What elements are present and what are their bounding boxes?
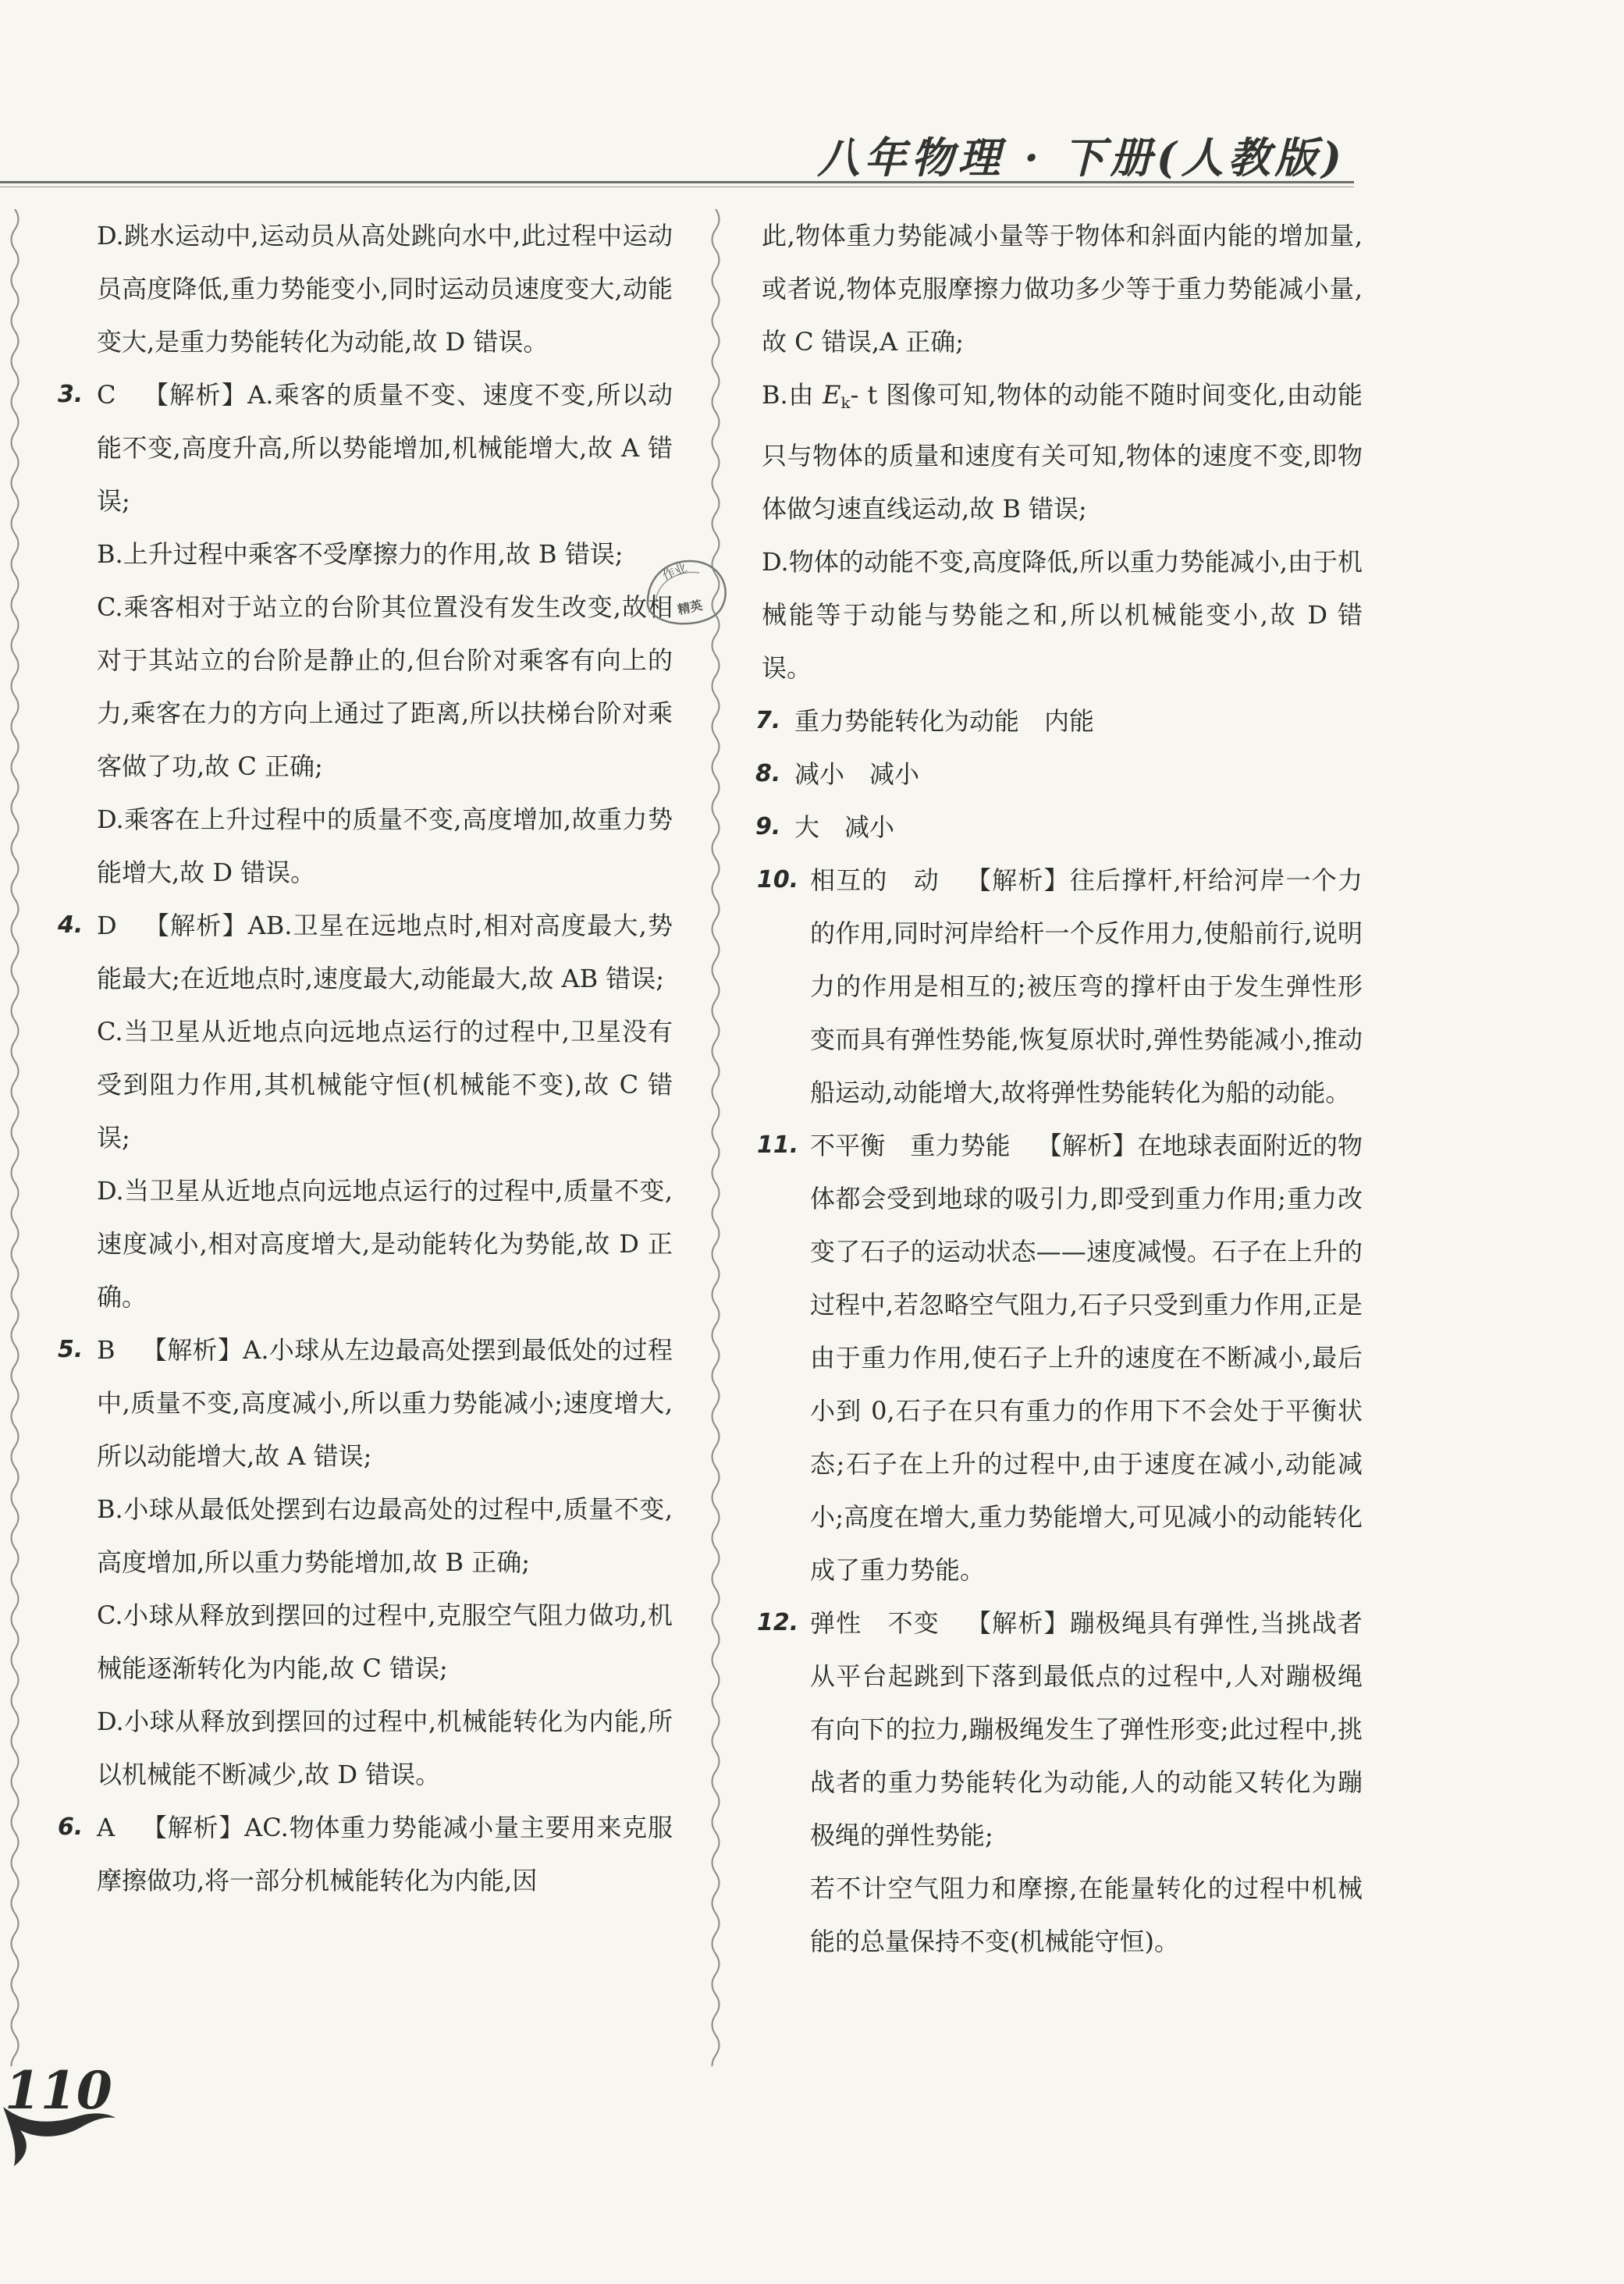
center-wavy-divider <box>704 209 727 2066</box>
item-number: 11. <box>757 1131 799 1159</box>
item-number: 9. <box>755 813 781 840</box>
analysis-tag: 【解析】 <box>142 380 248 410</box>
stamp-graphic <box>640 551 735 629</box>
energy-symbol: E <box>823 380 841 410</box>
item-answer: 减小 减小 <box>794 759 920 789</box>
item-6-continuation: 此,物体重力势能减小量等于物体和斜面内能的增加量,或者说,物体克服摩擦力做功多少等于重力势能减小量,故 C 错误,A 正确; <box>762 221 1363 357</box>
answer-item-6 <box>58 1801 673 1907</box>
item-answer: 弹性 不变 <box>810 1608 940 1638</box>
item-answer: 不平衡 重力势能 <box>810 1131 1011 1160</box>
analysis-tag: 【解析】 <box>965 1608 1070 1638</box>
analysis-lead: AC.物体重力势能减小量主要用来克服摩擦做功,将一部分机械能转化为内能,因 <box>97 1813 673 1895</box>
answer-item-10 <box>757 854 1363 1119</box>
item-answer: 相互的 动 <box>810 865 940 895</box>
analysis-tag: 【解析】 <box>141 1335 243 1365</box>
item-6-option-d: D.物体的动能不变,高度降低,所以重力势能减小,由于机械能等于动能与势能之和,所以机械能变小,故 D 错误。 <box>762 547 1363 683</box>
item-number: 10. <box>757 866 799 893</box>
answer-item-4 <box>58 899 673 1323</box>
page-header-title: 八年物理 · 下册(人教版) <box>817 133 1346 183</box>
item-2-option-d: D.跳水运动中,运动员从高处跳向水中,此过程中运动员高度降低,重力势能变小,同时运动员速度变大,动能变大,是重力势能转化为动能,故 D 错误。 <box>97 221 673 357</box>
left-wavy-border <box>3 209 27 2066</box>
left-column <box>58 209 673 1907</box>
item-number: 4. <box>58 911 84 939</box>
analysis-text: 往后撑杆,杆给河岸一个力的作用,同时河岸给杆一个反作用力,使船前行,说明力的作用是相互的;被压弯的撑杆由于发生弹性形变而具有弹性势能,恢复原状时,弹性势能减小,推动船运动,动能增大,故将弹性势能转化为船的动能。 <box>810 865 1363 1107</box>
analysis-tag: 【解析】 <box>141 1813 245 1842</box>
analysis-tag: 【解析】 <box>143 911 248 940</box>
item-number: 12. <box>757 1609 799 1636</box>
stamp-text: 作业 <box>659 559 689 584</box>
item-6-option-b <box>762 368 1363 535</box>
answer-item-5 <box>58 1323 673 1801</box>
analysis-option: D.乘客在上升过程中的质量不变,高度增加,故重力势能增大,故 D 错误。 <box>97 805 673 887</box>
answer-item-3 <box>58 368 673 899</box>
option-b-suffix: - t 图像可知,物体的动能不随时间变化,由动能只与物体的质量和速度有关可知,物体的速度不变,即物体做匀速直线运动,故 B 错误; <box>762 380 1363 524</box>
analysis-extra: 若不计空气阻力和摩擦,在能量转化的过程中机械能的总量保持不变(机械能守恒)。 <box>810 1874 1363 1956</box>
analysis-lead: A.乘客的质量不变、速度不变,所以动能不变,高度升高,所以势能增加,机械能增大,故 A 错误; <box>97 380 673 516</box>
item-answer: 大 减小 <box>794 812 895 842</box>
answer-item-7 <box>755 694 1363 748</box>
leaf-ornament-icon <box>0 2099 117 2169</box>
item-answer: 重力势能转化为动能 内能 <box>794 706 1095 736</box>
energy-subscript: k <box>840 393 851 412</box>
analysis-text: 蹦极绳具有弹性,当挑战者从平台起跳到下落到最低点的过程中,人对蹦极绳有向下的拉力,蹦极绳发生了弹性形变;此过程中,挑战者的重力势能转化为动能,人的动能又转化为蹦极绳的弹性势能; <box>810 1608 1363 1850</box>
analysis-option: C.当卫星从近地点向远地点运行的过程中,卫星没有受到阻力作用,其机械能守恒(机械能不变),故 C 错误; <box>97 1017 673 1153</box>
item-number: 5. <box>58 1336 84 1363</box>
item-answer: B <box>97 1335 115 1365</box>
page-number: 110 <box>5 2060 112 2121</box>
header-rule <box>0 181 1354 187</box>
answer-item-9 <box>755 801 1363 854</box>
analysis-option: C.小球从释放到摆回的过程中,克服空气阻力做功,机械能逐渐转化为内能,故 C 错误; <box>97 1600 673 1683</box>
analysis-tag: 【解析】 <box>1036 1131 1138 1160</box>
analysis-lead: A.小球从左边最高处摆到最低处的过程中,质量不变,高度减小,所以重力势能减小;速度增大,所以动能增大,故 A 错误; <box>97 1335 673 1471</box>
item-number: 7. <box>755 707 781 734</box>
right-column <box>755 209 1363 1968</box>
item-answer: A <box>97 1813 115 1842</box>
analysis-tag: 【解析】 <box>965 865 1070 895</box>
analysis-option: C.乘客相对于站立的台阶其位置没有发生改变,故相对于其站立的台阶是静止的,但台阶对乘客有向上的力,乘客在力的方向上通过了距离,所以扶梯台阶对乘客做了功,故 C 正确; <box>97 592 673 781</box>
answer-item-11 <box>757 1119 1363 1597</box>
analysis-option: D.当卫星从近地点向远地点运行的过程中,质量不变,速度减小,相对高度增大,是动能转化为势能,故 D 正确。 <box>97 1176 673 1312</box>
analysis-option: B.上升过程中乘客不受摩擦力的作用,故 B 错误; <box>97 539 624 569</box>
analysis-option: D.小球从释放到摆回的过程中,机械能转化为内能,所以机械能不断减少,故 D 错误。 <box>97 1707 673 1789</box>
homework-stamp <box>640 551 735 629</box>
analysis-option: B.小球从最低处摆到右边最高处的过程中,质量不变,高度增加,所以重力势能增加,故 B 正确; <box>97 1494 673 1577</box>
item-number: 8. <box>755 760 781 787</box>
stamp-text: 精英 <box>676 597 704 618</box>
option-b-prefix: B.由 <box>762 380 823 410</box>
analysis-text: 在地球表面附近的物体都会受到地球的吸引力,即受到重力作用;重力改变了石子的运动状态——速度减慢。石子在上升的过程中,若忽略空气阻力,石子只受到重力作用,正是由于重力作用,使石子上升的速度在不断减小,最后小到 0,石子在只有重力的作用下不会处于平衡状态;石子在上升的过程中,由于速度在减小,动能减小;高度在增大,重力势能增大,可见减小的动能转化成了重力势能。 <box>810 1131 1363 1585</box>
analysis-lead: AB.卫星在远地点时,相对高度最大,势能最大;在近地点时,速度最大,动能最大,故 AB 错误; <box>97 911 673 993</box>
item-number: 3. <box>58 381 84 408</box>
item-number: 6. <box>58 1813 84 1841</box>
answer-item-8 <box>755 748 1363 801</box>
item-answer: D <box>97 911 117 940</box>
answer-item-12 <box>757 1597 1363 1968</box>
item-answer: C <box>97 380 116 410</box>
